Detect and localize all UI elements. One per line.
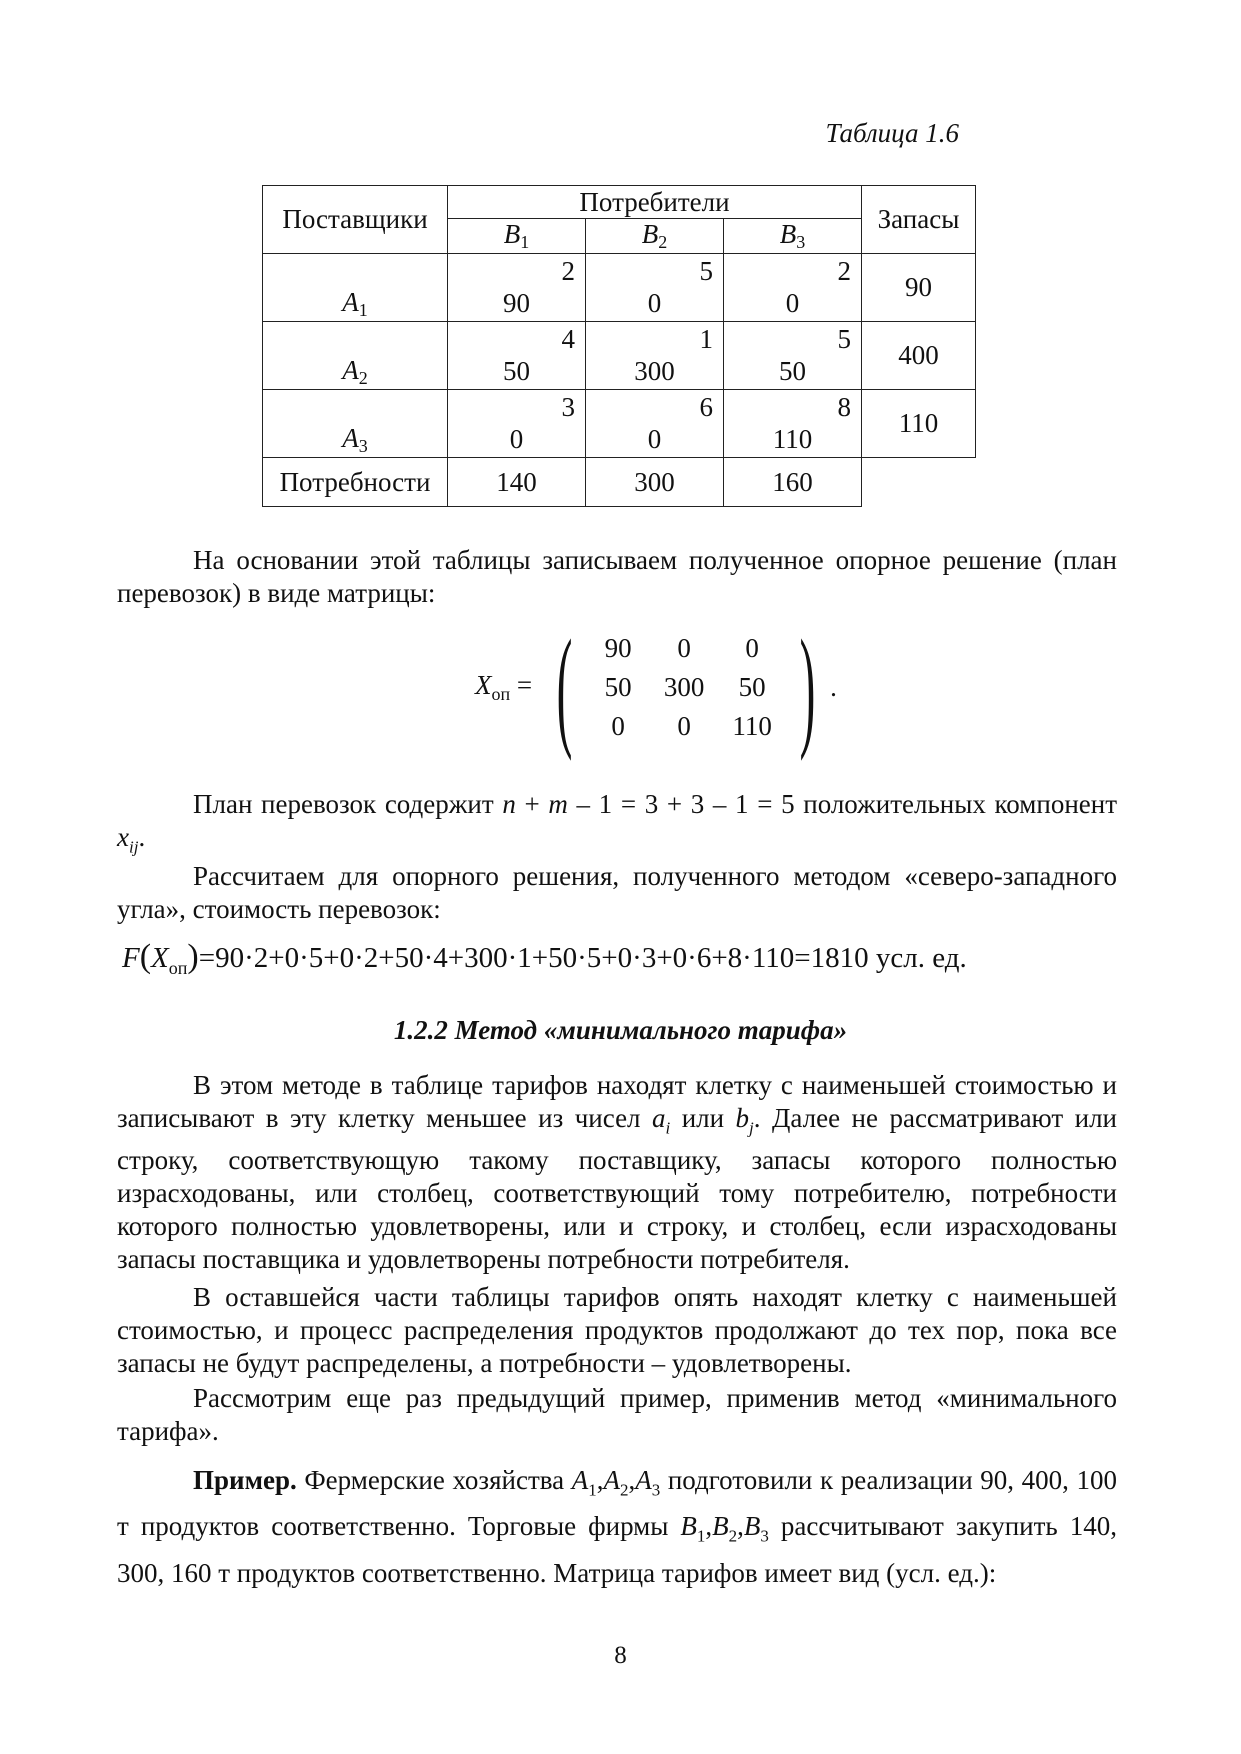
needs-label: Потребности: [263, 458, 448, 507]
row-label-a3: $A_3$: [263, 390, 448, 458]
consumer-b1: $B_1$: [448, 219, 586, 254]
paragraph-plan: План перевозок содержит n + m – 1 = 3 + 3 – 1 = 5 положительных компонент $x_{ij}$.: [117, 789, 1118, 857]
matrix-body: 90 0 0 50 300 50 0 0 110: [604, 633, 772, 741]
cell-a1-b3: 2 0: [724, 254, 862, 322]
cell-a2-b3: 5 50: [724, 322, 862, 390]
paragraph-example: Пример. Фермерские хозяйства $A_1,A_2,A_3$ подготовили к реализации 90, 400, 100 т продуктов соответственно. Торговые фирмы $B_1,B_2,B_3$ рассчитывают закупить 140, 300, 160 т продуктов соответственно. Матрица тарифов имеет вид (усл. ед.):: [117, 1465, 1117, 1588]
transport-table: [262, 185, 976, 507]
header-consumers: Потребители: [448, 186, 862, 219]
table-row: [263, 390, 976, 458]
cell-a3-b3: 8 110: [724, 390, 862, 458]
section-heading: 1.2.2 Метод «минимального тарифа»: [393, 1015, 848, 1045]
cell-a2-b2: 1 300: [586, 322, 724, 390]
cell-a3-b2: 6 0: [586, 390, 724, 458]
header-suppliers: Поставщики: [263, 186, 448, 254]
consumer-b3: $B_3$: [724, 219, 862, 254]
table-row: [263, 322, 976, 390]
stock-a2: 400: [862, 322, 976, 390]
need-b1: 140: [448, 458, 586, 507]
page-number: 8: [614, 1642, 627, 1669]
cost-formula: $F(X_{оп})=90\cdot 2+0\cdot 5+0\cdot 2+50\cdot 4+300\cdot 1+50\cdot 5+0\cdot 3+0\cdot 6+8\cdot 110=1810$ усл. ед.: [122, 938, 967, 978]
header-stocks: Запасы: [862, 186, 976, 254]
row-label-a2: $A_2$: [263, 322, 448, 390]
right-paren: ): [799, 613, 816, 762]
paragraph-intro: На основании этой таблицы записываем полученное опорное решение (план перевозок) в виде матрицы:: [117, 545, 1117, 608]
table-caption: Таблица 1.6: [825, 118, 959, 148]
cell-a1-b1: 2 90: [448, 254, 586, 322]
consumer-b2: $B_2$: [586, 219, 724, 254]
cell-a2-b1: 4 50: [448, 322, 586, 390]
cell-a3-b1: 3 0: [448, 390, 586, 458]
left-paren: (: [556, 613, 573, 762]
matrix-x-op: $X_{оп}$ = ( 90 0 0 50 300 50 0 0 110 ) .: [475, 613, 837, 762]
paragraph-example-intro: Рассмотрим еще раз предыдущий пример, применив метод «минимального тарифа».: [117, 1383, 1117, 1446]
need-b2: 300: [586, 458, 724, 507]
stock-a1: 90: [862, 254, 976, 322]
needs-row: [263, 458, 976, 507]
paragraph-cost: Рассчитаем для опорного решения, полученного методом «северо-западного угла», стоимость перевозок:: [117, 861, 1117, 924]
row-label-a1: $A_1$: [263, 254, 448, 322]
matrix-lhs: $X_{оп}$ =: [475, 670, 533, 704]
stock-a3: 110: [862, 390, 976, 458]
paragraph-method: В этом методе в таблице тарифов находят клетку с наименьшей стоимостью и записывают в эту клетку меньшее из чисел $a_i$ или $b_j$. Далее не рассматривают или строку, соответствующую такому поставщику, запасы которого полностью израсходованы, или столбец, соответствующий тому потребителю, потребности которого полностью удовлетворены, или и строку, и столбец, если израсходованы запасы поставщика и удовлетворены потребности потребителя.: [117, 1070, 1118, 1275]
need-b3: 160: [724, 458, 862, 507]
table-row: [263, 254, 976, 322]
paragraph-remaining: В оставшейся части таблицы тарифов опять находят клетку с наименьшей стоимостью, и процесс распределения продуктов продолжают до тех пор, пока все запасы не будут распределены, а потребности – удовлетворены.: [117, 1282, 1117, 1378]
cell-a1-b2: 5 0: [586, 254, 724, 322]
